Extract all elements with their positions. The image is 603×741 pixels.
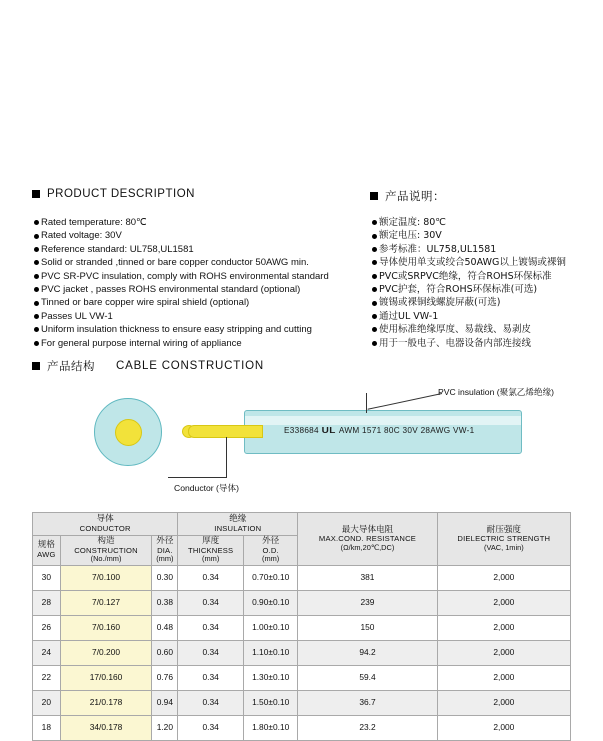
description-item xyxy=(372,337,602,350)
description-item xyxy=(372,243,602,256)
column-header-unit: (mm) xyxy=(202,554,220,564)
table-cell: 24 xyxy=(33,641,61,666)
table-row xyxy=(33,666,571,691)
bullet-dot-icon xyxy=(34,327,39,332)
table-cell: 7/0.100 xyxy=(60,566,152,591)
description-item xyxy=(372,216,602,229)
leader-line-insulation-diagonal xyxy=(368,393,443,410)
column-header-unit: (mm) xyxy=(156,554,174,564)
description-item xyxy=(372,323,602,336)
table-row xyxy=(33,691,571,716)
specification-table-wrapper xyxy=(32,512,571,741)
table-cell: 1.30±0.10 xyxy=(244,666,298,691)
conductor-core-circle xyxy=(115,419,142,446)
bullet-dot-icon xyxy=(34,247,39,252)
description-item xyxy=(34,283,394,296)
bullet-dot-icon xyxy=(372,327,377,332)
table-cell: 26 xyxy=(33,616,61,641)
cable-construction-heading xyxy=(32,358,264,374)
description-item xyxy=(372,270,602,283)
description-item xyxy=(34,310,394,323)
table-cell: 1.00±0.10 xyxy=(244,616,298,641)
description-item xyxy=(372,296,602,309)
column-header-cn: 耐压强度 xyxy=(486,524,522,535)
table-cell: 0.34 xyxy=(178,591,244,616)
cable-highlight xyxy=(245,416,521,425)
cable-construction-title-en: CABLE CONSTRUCTION xyxy=(116,360,264,372)
bullet-dot-icon xyxy=(372,301,377,306)
table-head xyxy=(33,513,571,566)
group-header-en: CONDUCTOR xyxy=(79,523,131,533)
table-cell: 1.50±0.10 xyxy=(244,691,298,716)
description-item xyxy=(372,229,602,242)
table-column-header xyxy=(298,513,437,566)
table-cell: 150 xyxy=(298,616,437,641)
group-header-cn: 导体 xyxy=(96,513,114,524)
column-header-en: DIA. xyxy=(157,545,173,555)
table-cell: 1.80±0.10 xyxy=(244,716,298,741)
table-cell: 0.34 xyxy=(178,666,244,691)
leader-line-conductor-horizontal xyxy=(168,477,227,478)
table-cell: 59.4 xyxy=(298,666,437,691)
table-row xyxy=(33,591,571,616)
cable-print-legend xyxy=(284,426,475,435)
table-cell: 0.34 xyxy=(178,691,244,716)
column-header-en: O.D. xyxy=(262,545,279,555)
product-description-list-cn xyxy=(372,216,602,350)
description-item xyxy=(34,256,394,269)
description-item xyxy=(34,337,394,350)
description-item-text: 导体使用单支或绞合50AWG以上镀锡或裸铜 xyxy=(379,257,566,269)
bullet-dot-icon xyxy=(372,287,377,292)
table-body xyxy=(33,566,571,741)
table-cell: 0.76 xyxy=(152,666,178,691)
table-cell: 2,000 xyxy=(437,641,570,666)
table-cell: 381 xyxy=(298,566,437,591)
description-item-text: 通过UL VW-1 xyxy=(379,310,439,322)
insulation-label: PVC insulation (聚氯乙烯绝缘) xyxy=(438,387,555,397)
column-header-en: THICKNESS xyxy=(188,545,234,555)
table-cell: 2,000 xyxy=(437,716,570,741)
table-cell: 21/0.178 xyxy=(60,691,152,716)
column-header-unit: (Ω/km,20℃,DC) xyxy=(340,542,395,552)
product-description-title-cn: 产品说明： xyxy=(385,189,445,203)
description-item xyxy=(372,256,602,269)
table-cell: 36.7 xyxy=(298,691,437,716)
table-cell: 2,000 xyxy=(437,591,570,616)
table-cell: 0.70±0.10 xyxy=(244,566,298,591)
description-item-text: 使用标准绝缘厚度、易裁线、易剥皮 xyxy=(379,324,532,336)
description-item-text: PVC或SRPVC绝缘，符合ROHS环保标准 xyxy=(379,270,552,282)
bullet-dot-icon xyxy=(34,341,39,346)
table-cell: 1.20 xyxy=(152,716,178,741)
table-group-header xyxy=(178,513,298,536)
table-column-header xyxy=(244,536,298,566)
bullet-dot-icon xyxy=(372,260,377,265)
table-column-header xyxy=(437,513,570,566)
table-row xyxy=(33,566,571,591)
ul-listed-mark-icon: UL xyxy=(322,426,337,435)
product-description-heading-cn xyxy=(370,188,445,204)
description-item-text: Rated voltage: 30V xyxy=(41,230,122,242)
table-cell: 2,000 xyxy=(437,666,570,691)
bullet-dot-icon xyxy=(34,260,39,265)
bullet-dot-icon xyxy=(34,287,39,292)
table-cell: 0.34 xyxy=(178,716,244,741)
description-item xyxy=(34,216,394,229)
bullet-square-icon xyxy=(32,190,40,198)
table-column-header xyxy=(60,536,152,566)
table-cell: 94.2 xyxy=(298,641,437,666)
description-item xyxy=(34,296,394,309)
table-cell: 22 xyxy=(33,666,61,691)
column-header-cn: 规格 xyxy=(37,540,55,551)
leader-line-conductor-vertical xyxy=(226,437,227,477)
description-item-text: 参考标准：UL758,UL1581 xyxy=(379,243,497,255)
specification-table xyxy=(32,512,571,741)
column-header-unit: (No./mm) xyxy=(90,554,122,564)
table-cell: 0.90±0.10 xyxy=(244,591,298,616)
group-header-en: INSULATION xyxy=(214,523,262,533)
description-item xyxy=(34,229,394,242)
table-cell: 7/0.160 xyxy=(60,616,152,641)
description-item xyxy=(34,270,394,283)
description-item-text: PVC jacket , passes ROHS environmental standard (optional) xyxy=(41,284,301,296)
leader-line-insulation-vertical xyxy=(366,393,367,413)
column-header-en: MAX.COND. RESISTANCE xyxy=(318,534,417,544)
bullet-dot-icon xyxy=(372,234,377,239)
column-header-cn: 最大导体电阻 xyxy=(341,524,394,535)
table-cell: 0.94 xyxy=(152,691,178,716)
table-cell: 0.48 xyxy=(152,616,178,641)
column-header-en: DIELECTRIC STRENGTH xyxy=(457,534,551,544)
product-description-heading-en xyxy=(32,188,195,200)
table-row xyxy=(33,641,571,666)
description-item-text: PVC SR-PVC insulation, comply with ROHS environmental standard xyxy=(41,270,329,282)
bullet-dot-icon xyxy=(372,314,377,319)
bullet-dot-icon xyxy=(34,234,39,239)
cable-cross-section xyxy=(94,398,162,466)
table-cell: 0.60 xyxy=(152,641,178,666)
description-item-text: Solid or stranded ,tinned or bare copper conductor 50AWG min. xyxy=(41,257,309,269)
bullet-dot-icon xyxy=(372,341,377,346)
bullet-dot-icon xyxy=(34,274,39,279)
description-item xyxy=(372,283,602,296)
bullet-dot-icon xyxy=(34,220,39,225)
bullet-square-icon xyxy=(370,192,378,200)
table-group-header xyxy=(33,513,178,536)
table-cell: 20 xyxy=(33,691,61,716)
table-group-header-row xyxy=(33,513,571,536)
description-item-text: Uniform insulation thickness to ensure easy stripping and cutting xyxy=(41,324,312,336)
description-item-text: PVC护套，符合ROHS环保标准(可选) xyxy=(379,284,538,296)
description-item-text: For general purpose internal wiring of appliance xyxy=(41,337,242,349)
table-cell: 0.34 xyxy=(178,566,244,591)
table-row xyxy=(33,716,571,741)
description-item xyxy=(372,310,602,323)
cable-construction-title-cn: 产品结构 xyxy=(47,359,95,373)
description-item-text: 镀锡或裸铜线螺旋屏蔽(可选) xyxy=(379,297,501,309)
table-column-header xyxy=(178,536,244,566)
bullet-dot-icon xyxy=(372,220,377,225)
column-header-unit: (VAC, 1min) xyxy=(483,542,524,552)
table-cell: 0.34 xyxy=(178,641,244,666)
table-cell: 30 xyxy=(33,566,61,591)
description-item xyxy=(34,243,394,256)
table-row xyxy=(33,616,571,641)
table-column-header xyxy=(33,536,61,566)
bullet-dot-icon xyxy=(372,274,377,279)
column-header-cn: 外径 xyxy=(262,536,280,547)
bullet-square-icon xyxy=(32,362,40,370)
table-column-header xyxy=(152,536,178,566)
table-cell: 23.2 xyxy=(298,716,437,741)
table-cell: 239 xyxy=(298,591,437,616)
bullet-dot-icon xyxy=(372,247,377,252)
table-cell: 17/0.160 xyxy=(60,666,152,691)
print-legend-suffix: AWM 1571 80C 30V 28AWG VW-1 xyxy=(338,426,475,435)
table-cell: 28 xyxy=(33,591,61,616)
bullet-dot-icon xyxy=(34,301,39,306)
bullet-dot-icon xyxy=(34,314,39,319)
column-header-cn: 厚度 xyxy=(202,536,220,547)
table-cell: 0.34 xyxy=(178,616,244,641)
group-header-cn: 绝缘 xyxy=(229,513,247,524)
description-item-text: Tinned or bare copper wire spiral shield (optional) xyxy=(41,297,250,309)
description-item xyxy=(34,323,394,336)
conductor-label: Conductor (导体) xyxy=(174,483,239,493)
table-cell: 18 xyxy=(33,716,61,741)
cable-construction-diagram xyxy=(0,385,603,500)
column-header-en: AWG xyxy=(37,550,56,560)
table-cell: 7/0.127 xyxy=(60,591,152,616)
table-cell: 0.38 xyxy=(152,591,178,616)
table-cell: 2,000 xyxy=(437,616,570,641)
table-cell: 34/0.178 xyxy=(60,716,152,741)
description-item-text: Rated temperature: 80℃ xyxy=(41,217,147,228)
column-header-cn: 构造 xyxy=(97,536,115,547)
product-description-title-en: PRODUCT DESCRIPTION xyxy=(47,188,195,200)
product-description-list-en xyxy=(34,216,394,350)
column-header-en: CONSTRUCTION xyxy=(74,545,138,555)
print-legend-prefix: E338684 xyxy=(284,426,319,435)
description-item-text: 额定温度: 80℃ xyxy=(379,217,446,228)
table-cell: 0.30 xyxy=(152,566,178,591)
column-header-cn: 外径 xyxy=(156,536,174,547)
table-cell: 2,000 xyxy=(437,691,570,716)
description-item-text: 用于一般电子、电器设备内部连接线 xyxy=(379,337,532,349)
table-cell: 7/0.200 xyxy=(60,641,152,666)
description-item-text: Passes UL VW-1 xyxy=(41,310,113,322)
table-cell: 1.10±0.10 xyxy=(244,641,298,666)
table-cell: 2,000 xyxy=(437,566,570,591)
column-header-unit: (mm) xyxy=(262,554,280,564)
description-item-text: Reference standard: UL758,UL1581 xyxy=(41,243,194,255)
description-item-text: 额定电压: 30V xyxy=(379,230,442,242)
